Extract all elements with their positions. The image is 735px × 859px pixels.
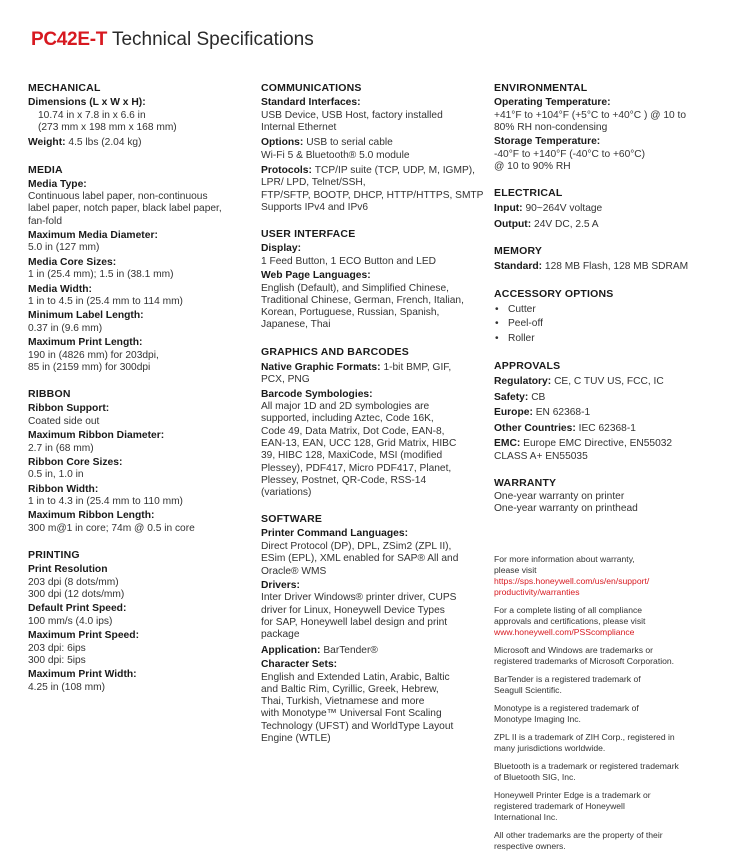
footnote-line: For more information about warranty, [494,553,635,564]
spec-value-line: -40°F to +140°F (-40°C to +60°C) [494,148,646,160]
spec-value-line: 0.37 in (9.6 mm) [28,322,103,334]
footnote-line: Microsoft and Windows are trademarks or [494,644,654,655]
footnote-line: of Bluetooth SIG, Inc. [494,771,576,782]
section-communications [261,82,486,214]
spec-label: Maximum Ribbon Length: [28,510,155,522]
spec-value-line: Direct Protocol (DP), DPL, ZSim2 (ZPL II), [261,540,452,552]
spec-label: Safety: [494,391,532,403]
spec-value-line: 4.25 in (108 mm) [28,681,106,693]
spec-value-line: English (Default), and Simplified Chinese, [261,282,449,294]
spec-label: Printer Command Languages: [261,528,409,540]
spec-item [28,137,248,150]
spec-item [494,423,722,436]
spec-value-line: supported, including Aztec, Code 16K, [261,413,434,425]
spec-label: Display: [261,243,302,255]
section-mechanical [28,82,248,150]
spec-item [494,376,722,389]
spec-value: 4.5 lbs (2.04 kg) [68,137,142,149]
footnote [494,761,722,783]
spec-value: 1-bit BMP, GIF, [383,361,452,373]
section-title: WARRANTY [494,476,557,489]
spec-label: Protocols: [261,164,315,176]
spec-label: Maximum Media Diameter: [28,229,158,241]
section-approvals [494,360,722,463]
spec-label: Maximum Print Speed: [28,630,139,642]
spec-value-line: Continuous label paper, non-continuous [28,191,208,203]
spec-label: Ribbon Support: [28,403,110,415]
spec-label: Dimensions (L x W x H): [28,97,146,108]
spec-label: Print Resolution [28,564,108,576]
section-software [261,513,486,745]
spec-value-line: 10.74 in x 7.8 in x 6.6 in [38,109,146,121]
spec-value-line: 0.5 in, 1.0 in [28,469,84,481]
spec-column-1 [28,82,248,694]
spec-value-line: Korean, Portuguese, Russian, Spanish, [261,307,440,319]
section-title: ELECTRICAL [494,187,563,200]
footnote-line: ZPL II is a trademark of ZIH Corp., registered in [494,731,675,742]
page-title [31,28,314,52]
spec-value-line: Technology (UFST) and WorldType Layout [261,720,454,732]
spec-value-line: fan-fold [28,215,62,227]
section-media [28,164,248,375]
section-title: ACCESSORY OPTIONS [494,287,614,300]
spec-value: 128 MB Flash, 128 MB SDRAM [544,261,689,273]
spec-label: Storage Temperature: [494,136,601,148]
spec-value-line: 1 in to 4.5 in (25.4 mm to 114 mm) [28,296,183,308]
spec-label: Maximum Print Width: [28,669,137,681]
spec-value-line: EAN-13, EAN, UCC 128, Grid Matrix, HIBC [261,437,457,449]
spec-label: Character Sets: [261,659,338,671]
spec-label: Options: [261,137,307,149]
section-memory [494,245,722,274]
spec-value-line: and Baltic Rim, Cyrillic, Greek, Hebrew, [261,683,439,695]
spec-label: Output: [494,218,535,230]
footnote-line: many jurisdictions worldwide. [494,742,606,753]
spec-label: Ribbon Width: [28,483,99,495]
spec-value: CB [531,391,546,403]
spec-value: 90~264V voltage [525,203,603,215]
spec-value-line: for SAP, Honeywell label design and print [261,616,448,628]
spec-value-line: All major 1D and 2D symbologies are [261,401,430,413]
footnote [494,645,722,667]
footnote-link[interactable]: https://sps.honeywell.com/us/en/support/ [494,575,650,586]
footnote-line: All other trademarks are the property of their [494,829,663,840]
spec-label: Default Print Speed: [28,603,127,615]
spec-value-line: CLASS A+ EN55035 [494,450,588,462]
spec-item [494,219,722,232]
bullet-dot-icon: • [495,318,499,330]
spec-value-line: Plessey), PDF417, Micro PDF417, Planet, [261,462,452,474]
footnote [494,732,722,754]
spec-value-line: English and Extended Latin, Arabic, Baltic [261,671,450,683]
title-text: Technical Specifications [111,29,314,50]
spec-value-line: Internal Ethernet [261,121,337,133]
section-warranty [494,477,722,516]
spec-label: EMC: [494,438,524,450]
spec-label: Regulatory: [494,376,555,388]
footnote-line: Honeywell Printer Edge is a trademark or [494,789,651,800]
spec-label: Barcode Symbologies: [261,388,373,400]
spec-value-line: USB Device, USB Host, factory installed [261,109,443,121]
spec-value: TCP/IP suite (TCP, UDP, M, IGMP), [314,164,475,176]
spec-label: Ribbon Core Sizes: [28,456,123,468]
spec-value-line: 300 dpi (12 dots/mm) [28,589,125,601]
spec-value-line: Engine (WTLE) [261,733,331,744]
spec-column-3 [494,82,722,859]
spec-label: Media Width: [28,283,92,295]
section-title: USER INTERFACE [261,228,356,241]
spec-value-line: 190 in (4826 mm) for 203dpi, [28,349,159,361]
spec-value-line: with Monotype™ Universal Font Scaling [261,708,442,720]
spec-label: Native Graphic Formats: [261,361,384,373]
spec-value-line: (273 mm x 198 mm x 168 mm) [38,121,177,133]
spec-value-line: 1 in (25.4 mm); 1.5 in (38.1 mm) [28,269,174,281]
footnote [494,674,722,696]
footnote-line: please visit [494,564,537,575]
spec-value-line: Code 49, Data Matrix, Dot Code, EAN-8, [261,425,445,437]
footnote-line: Bluetooth is a trademark or registered trademark [494,760,679,771]
bullet-dot-icon: • [495,303,499,315]
footnote-line: approvals and certifications, please visit [494,615,646,626]
spec-value-line: @ 10 to 90% RH [494,160,571,172]
footnote-line: Seagull Scientific. [494,684,562,695]
section-printing [28,549,248,694]
spec-item [494,392,722,405]
spec-value-line: LPR/ LPD, Telnet/SSH, [261,177,366,189]
section-title: MEDIA [28,163,63,176]
spec-value: IEC 62368-1 [578,422,636,434]
spec-label: Europe: [494,407,536,419]
spec-item [494,203,722,216]
footnote-line: International Inc. [494,811,558,822]
spec-value-line: label paper, notch paper, black label paper, [28,203,222,215]
section-ribbon [28,388,248,535]
spec-value: CE, C TUV US, FCC, IC [554,376,664,388]
spec-label: Operating Temperature: [494,97,611,108]
section-title: RIBBON [28,388,71,401]
spec-label: Other Countries: [494,422,579,434]
spec-value-line: Inter Driver Windows® printer driver, CUPS [261,592,457,604]
spec-label: Media Core Sizes: [28,256,117,268]
footnote-line: BarTender is a registered trademark of [494,673,641,684]
section-title: MEMORY [494,245,543,258]
spec-value-line: 1 in to 4.3 in (25.4 mm to 110 mm) [28,496,183,508]
footnote [494,605,722,638]
footnote-line: registered trademark of Honeywell [494,800,625,811]
spec-label: Input: [494,203,526,215]
spec-column-2 [261,82,486,745]
section-title: ENVIRONMENTAL [494,82,588,94]
spec-value-line: Japanese, Thai [261,319,331,331]
spec-label: Application: [261,644,324,656]
footnote-line: respective owners. [494,840,566,851]
spec-item [261,362,486,375]
spec-value-line: Coated side out [28,415,100,427]
spec-item [261,645,486,658]
section-accessory-options [494,288,722,347]
bullet-text: Roller [508,332,535,344]
spec-value-line: 85 in (2159 mm) for 300dpi [28,361,151,373]
section-user-interface [261,228,486,331]
spec-value-line: Supports IPv4 and IPv6 [261,201,369,213]
spec-item [261,165,486,178]
spec-value: EN 62368-1 [535,407,591,419]
bullet-text: Cutter [508,303,536,315]
spec-item [494,407,722,420]
spec-value-line: +41°F to +104°F (+5°C to +40°C ) @ 10 to [494,109,687,121]
footnote-line: Monotype is a registered trademark of [494,702,639,713]
spec-value: BarTender® [323,644,378,656]
footnotes [494,554,722,852]
bullet-text: Peel-off [508,318,543,330]
section-title: SOFTWARE [261,513,323,526]
footnote-link[interactable]: www.honeywell.com/PSScompliance [494,626,635,637]
spec-value-line: FTP/SFTP, BOOTP, DHCP, HTTP/HTTPS, SMTP [261,189,484,201]
spec-label: Minimum Label Length: [28,310,144,322]
spec-label: Maximum Print Length: [28,337,143,349]
section-electrical [494,187,722,231]
spec-label: Weight: [28,137,69,149]
spec-value: 24V DC, 2.5 A [534,218,599,230]
spec-label: Standard: [494,261,545,273]
spec-value-line: Thai, Turkish, Vietnamese and more [261,696,425,708]
spec-value-line: ESim (EPL), XML enabled for SAP® All and [261,553,459,565]
spec-value-line: driver for Linux, Honeywell Device Types [261,604,445,616]
model-name: PC42E-T [31,29,108,50]
section-title: APPROVALS [494,360,561,373]
spec-item [261,137,486,150]
spec-value-line: 300 dpi: 5ips [28,654,86,666]
spec-label: Maximum Ribbon Diameter: [28,430,165,442]
spec-value-line: 300 m@1 in core; 74m @ 0.5 in core [28,522,195,534]
footnote-line: For a complete listing of all compliance [494,604,643,615]
bullet-item [494,332,722,347]
section-environmental [494,82,722,173]
spec-value-line: One-year warranty on printhead [494,503,638,515]
footnote [494,554,722,598]
spec-column-3-sections [494,82,722,516]
spec-value-line: Wi-Fi 5 & Bluetooth® 5.0 module [261,149,410,161]
spec-value-line: 203 dpi: 6ips [28,642,86,654]
spec-value-line: 2.7 in (68 mm) [28,442,94,454]
footnote [494,703,722,725]
spec-value-line: Traditional Chinese, German, French, Italian, [261,294,464,306]
section-graphics-and-barcodes [261,346,486,500]
spec-value-line: Oracle® WMS [261,565,327,577]
footnote [494,790,722,823]
spec-value-line: Plessey, Postnet, QR-Code, RSS-14 [261,474,427,486]
spec-label: Web Page Languages: [261,270,371,282]
bullet-item [494,303,722,318]
spec-value-line: 100 mm/s (4.0 ips) [28,615,113,627]
spec-value: Europe EMC Directive, EN55032 [523,438,673,450]
footnote-line: Monotype Imaging Inc. [494,713,581,724]
section-title: PRINTING [28,549,80,562]
spec-label: Standard Interfaces: [261,97,361,108]
spec-value-line: PCX, PNG [261,374,310,386]
spec-value-line: One-year warranty on printer [494,490,625,502]
spec-value: USB to serial cable [306,137,393,149]
spec-item [494,261,722,274]
bullet-list [494,303,722,347]
spec-value-line: 39, HIBC 128, MaxiCode, MSI (modified [261,450,443,462]
spec-label: Drivers: [261,579,300,591]
spec-value-line: package [261,629,300,641]
spec-value-line: (variations) [261,487,312,499]
spec-value-line: 80% RH non-condensing [494,121,608,133]
spec-item [494,438,722,451]
spec-value-line: 203 dpi (8 dots/mm) [28,576,119,588]
bullet-dot-icon: • [495,332,499,344]
section-title: GRAPHICS AND BARCODES [261,345,409,358]
section-title: COMMUNICATIONS [261,82,362,94]
spec-value-line: 5.0 in (127 mm) [28,242,100,254]
footnote-line: registered trademarks of Microsoft Corporation. [494,655,675,666]
footnote-link[interactable]: productivity/warranties [494,586,580,597]
spec-label: Media Type: [28,178,87,190]
bullet-item [494,317,722,332]
spec-value-line: 1 Feed Button, 1 ECO Button and LED [261,255,436,267]
section-title: MECHANICAL [28,82,101,94]
